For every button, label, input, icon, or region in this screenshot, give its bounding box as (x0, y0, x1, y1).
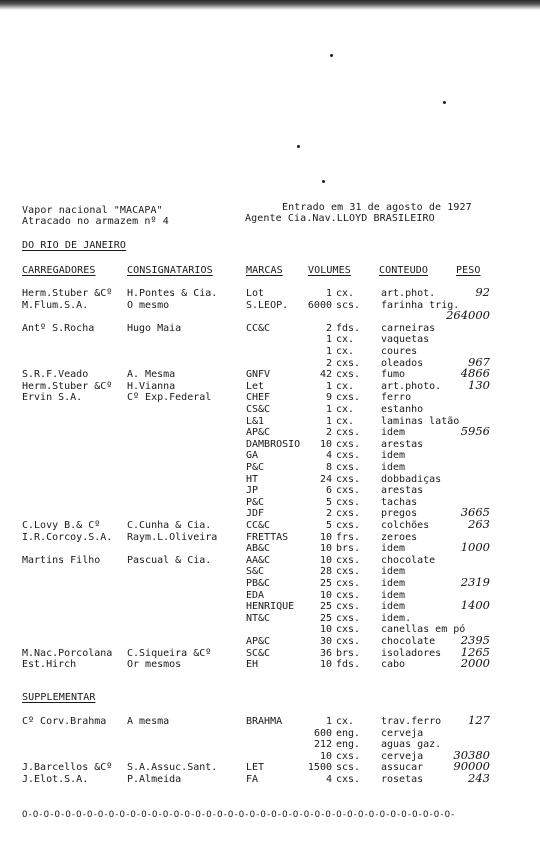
col-header-volumes: VOLUMES (308, 265, 351, 276)
manifest-row-qty: 2 (325, 322, 332, 334)
manifest-row-qty: 2 (325, 508, 332, 520)
manifest-row-content: vaquetas (381, 334, 430, 346)
manifest-row-qty: 28 (319, 566, 332, 578)
manifest-row-unit: cxs. (336, 450, 361, 462)
manifest-row-shipper: Herm.Stuber &Cº (22, 288, 113, 299)
supplement-heading: SUPPLEMENTAR (22, 692, 96, 703)
manifest-row-mark: PB&C (246, 578, 271, 589)
manifest-row-qty: 9 (325, 392, 332, 404)
manifest-row-qty: 1 (325, 415, 332, 427)
manifest-row-mark: GNFV (246, 369, 271, 381)
manifest-row-content: idem (381, 578, 406, 589)
manifest-row-consignee: H.Vianna (127, 380, 176, 392)
manifest-row-content: art.phot. (381, 288, 436, 299)
manifest-row-content: idem. (381, 612, 412, 624)
manifest-row-qty: 10 (319, 531, 332, 543)
manifest-row-consignee: O mesmo (127, 299, 170, 311)
scan-speck (330, 54, 333, 57)
manifest-row-weight: 2319 (460, 575, 490, 589)
manifest-row-mark: HT (246, 473, 259, 485)
col-header-consignees: CONSIGNATARIOS (127, 265, 213, 276)
manifest-row-unit: cxs. (336, 578, 361, 589)
manifest-row-content: chocolate (381, 554, 436, 566)
manifest-row-unit: cx. (336, 288, 355, 299)
origin-heading: DO RIO DE JANEIRO (22, 240, 127, 251)
manifest-row-content: idem (381, 601, 406, 613)
manifest-row-qty: 25 (319, 612, 332, 624)
supplement-row-mark: LET (246, 762, 265, 774)
supplement-row-unit: eng. (336, 739, 361, 751)
manifest-row-mark: CS&C (246, 404, 271, 415)
manifest-row-unit: cxs. (336, 636, 361, 647)
manifest-row-shipper: M.Nac.Porcolana (22, 647, 113, 659)
manifest-row-mark: EH (246, 659, 259, 671)
manifest-row-mark: Lot (246, 288, 265, 299)
manifest-row-mark: AB&C (246, 543, 271, 555)
manifest-row-content: arestas (381, 438, 424, 450)
manifest-row-unit: brs. (336, 543, 361, 555)
manifest-row-consignee: C.Siqueira &Cº (127, 647, 212, 659)
manifest-row-content: carneiras (381, 322, 436, 334)
manifest-row-qty: 24 (319, 473, 332, 485)
manifest-row-weight: 130 (468, 377, 490, 392)
col-header-marks: MARCAS (246, 265, 283, 276)
manifest-row-mark: EDA (246, 589, 265, 601)
manifest-row-qty: 1 (325, 346, 332, 357)
manifest-row-content: tachas (381, 496, 418, 508)
manifest-row-shipper: S.R.F.Veado (22, 369, 89, 381)
manifest-row-mark: NT&C (246, 612, 271, 624)
supplement-row-unit: eng. (336, 727, 361, 739)
manifest-row-qty: 10 (319, 438, 332, 450)
manifest-row-mark: S.LEOP. (246, 299, 289, 311)
manifest-row-unit: cx. (336, 415, 355, 427)
manifest-row-unit: cxs. (336, 508, 361, 520)
manifest-row-unit: fds. (336, 659, 361, 671)
col-header-contents: CONTEUDO (379, 265, 428, 276)
supplement-row-shipper: J.Barcellos &Cº (22, 762, 113, 774)
warehouse-info: Atracado no armazem nº 4 (22, 216, 169, 227)
footer-rule: O-O-O-O-O-O-O-O-O-O-O-O-O-O-O-O-O-O-O-O-O-O-O-O-O-O-O-O-O-O-O-O-O-O-O-O-O-O-O-O- (22, 810, 456, 820)
manifest-row-unit: cxs. (336, 520, 361, 531)
manifest-row-qty: 1 (325, 288, 332, 299)
manifest-row-shipper: Est.Hirch (22, 659, 77, 671)
manifest-row-qty: 1 (325, 380, 332, 392)
manifest-row-content: chocolate (381, 636, 436, 647)
manifest-row-unit: cxs. (336, 473, 361, 485)
manifest-row-shipper: Herm.Stuber &Cº (22, 380, 113, 392)
manifest-row-weight: 967 (468, 354, 490, 369)
scan-speck (297, 145, 300, 148)
manifest-row-consignee: Hugo Maia (127, 322, 182, 334)
manifest-row-shipper: I.R.Corcoy.S.A. (22, 531, 113, 543)
manifest-row-qty: 4 (325, 450, 332, 462)
manifest-row-mark: AA&C (246, 554, 271, 566)
supplement-row-content: rosetas (381, 774, 424, 785)
manifest-row-unit: brs. (336, 647, 361, 659)
arrival-date: Entrado em 31 de agosto de 1927 (282, 202, 472, 213)
manifest-row-qty: 10 (319, 589, 332, 601)
supplement-row-qty: 10 (319, 750, 332, 762)
manifest-row-content: farinha trig. (381, 299, 460, 311)
manifest-row-consignee: Raym.L.Oliveira (127, 531, 218, 543)
manifest-row-unit: frs. (336, 531, 361, 543)
manifest-row-content: zeroes (381, 531, 418, 543)
manifest-row-shipper: Ervin S.A. (22, 392, 83, 404)
manifest-row-weight: 2000 (460, 656, 490, 671)
manifest-row-content: estanho (381, 404, 424, 415)
supplement-row-qty: 600 (313, 727, 332, 739)
manifest-row-weight: 3665 (460, 505, 490, 520)
manifest-row-weight: 1400 (460, 598, 490, 613)
supplement-row-consignee: P.Almeida (127, 774, 182, 785)
supplement-row-unit: scs. (336, 762, 361, 774)
manifest-row-content: idem (381, 543, 406, 555)
manifest-row-unit: fds. (336, 322, 361, 334)
manifest-row-unit: cxs. (336, 438, 361, 450)
manifest-row-qty: 2 (325, 427, 332, 439)
manifest-row-content: laminas latão (381, 415, 460, 427)
col-header-shippers: CARREGADORES (22, 265, 96, 276)
manifest-row-unit: cx. (336, 334, 355, 346)
manifest-row-unit: cxs. (336, 566, 361, 578)
manifest-row-unit: cxs. (336, 369, 361, 381)
manifest-row-content: isoladores (381, 647, 442, 659)
supplement-row-qty: 1500 (307, 762, 332, 774)
manifest-row-content: fumo (381, 369, 406, 381)
manifest-row-content: pregos (381, 508, 418, 520)
manifest-row-content: idem (381, 566, 406, 578)
agent-info: Agente Cia.Nav.LLOYD BRASILEIRO (245, 213, 435, 224)
manifest-row-content: dobbadiças (381, 473, 442, 485)
supplement-row-qty: 1 (325, 716, 332, 727)
manifest-row-qty: 1 (325, 404, 332, 415)
scan-speck (443, 101, 446, 104)
manifest-row-unit: cxs. (336, 392, 361, 404)
manifest-row-consignee: Pascual & Cia. (127, 554, 212, 566)
manifest-row-unit: cxs. (336, 462, 361, 473)
manifest-row-content: coures (381, 346, 418, 357)
supplement-row-content: assucar (381, 762, 424, 774)
manifest-row-mark: FRETTAS (246, 531, 289, 543)
manifest-row-qty: 36 (319, 647, 332, 659)
manifest-row-consignee: C.Cunha & Cia. (127, 520, 212, 531)
manifest-row-unit: cx. (336, 404, 355, 415)
manifest-row-unit: cxs. (336, 554, 361, 566)
manifest-row-content: idem (381, 589, 406, 601)
supplement-row-weight: 30380 (453, 747, 490, 762)
supplement-row-content: cerveja (381, 750, 424, 762)
manifest-row-qty: 5 (325, 520, 332, 531)
supplement-row-unit: cxs. (336, 774, 361, 785)
manifest-row-mark: HENRIQUE (246, 601, 295, 613)
supplement-row-shipper: Cº Corv.Brahma (22, 716, 107, 727)
manifest-row-unit: cxs. (336, 601, 361, 613)
manifest-row-unit: cx. (336, 380, 355, 392)
supplement-row-mark: FA (246, 774, 259, 785)
supplement-row-content: cerveja (381, 727, 424, 739)
manifest-row-qty: 42 (319, 369, 332, 381)
manifest-row-unit: scs. (336, 299, 361, 311)
manifest-row-shipper: Antº S.Rocha (22, 322, 95, 334)
manifest-row-unit: cxs. (336, 624, 361, 636)
manifest-row-mark: Let (246, 380, 265, 392)
manifest-row-weight: 5956 (460, 424, 490, 439)
manifest-row-content: idem (381, 462, 406, 473)
scan-speck (322, 180, 325, 183)
manifest-row-mark: P&C (246, 496, 265, 508)
manifest-row-qty: 1 (325, 334, 332, 346)
manifest-row-weight: 1000 (460, 540, 490, 555)
supplement-row-content: trav.ferro (381, 716, 442, 727)
manifest-row-unit: cx. (336, 346, 355, 357)
manifest-row-weight: 4866 (460, 366, 490, 381)
manifest-row-qty: 10 (319, 624, 332, 636)
manifest-row-mark: AP&C (246, 427, 271, 439)
manifest-row-content: cabo (381, 659, 406, 671)
manifest-row-consignee: Or mesmos (127, 659, 182, 671)
manifest-row-qty: 10 (319, 543, 332, 555)
manifest-row-qty: 10 (319, 554, 332, 566)
manifest-row-unit: cxs. (336, 357, 361, 369)
manifest-row-qty: 30 (319, 636, 332, 647)
supplement-row-weight: 90000 (453, 759, 490, 774)
supplement-row-unit: cx. (336, 716, 355, 727)
supplement-row-unit: cxs. (336, 750, 361, 762)
supplement-row-mark: BRAHMA (246, 716, 283, 727)
manifest-row-mark: P&C (246, 462, 265, 473)
manifest-row-weight: 2395 (460, 633, 490, 647)
manifest-row-content: art.photo. (381, 380, 442, 392)
manifest-row-mark: JP (246, 485, 259, 497)
manifest-row-unit: cxs. (336, 427, 361, 439)
manifest-row-mark: GA (246, 450, 259, 462)
manifest-row-qty: 5 (325, 496, 332, 508)
manifest-row-shipper: Martins Filho (22, 554, 101, 566)
col-header-weight: PESO (456, 265, 481, 276)
manifest-row-weight: 1265 (460, 644, 490, 659)
manifest-row-content: ferro (381, 392, 412, 404)
manifest-row-mark: AP&C (246, 636, 271, 647)
manifest-row-weight: 264000 (446, 308, 490, 323)
manifest-row-unit: cxs. (336, 485, 361, 497)
manifest-row-qty: 6000 (307, 299, 332, 311)
scan-top-edge (0, 0, 540, 10)
manifest-row-mark: SC&C (246, 647, 271, 659)
manifest-row-content: colchões (381, 520, 430, 531)
supplement-row-consignee: S.A.Assuc.Sant. (127, 762, 218, 774)
manifest-row-mark: L&1 (246, 415, 265, 427)
manifest-row-mark: S&C (246, 566, 265, 578)
manifest-row-qty: 25 (319, 601, 332, 613)
manifest-row-qty: 25 (319, 578, 332, 589)
supplement-row-weight: 243 (468, 771, 490, 785)
supplement-row-consignee: A mesma (127, 716, 170, 727)
supplement-row-content: aguas gaz. (381, 739, 442, 751)
manifest-row-qty: 6 (325, 485, 332, 497)
manifest-row-consignee: A. Mesma (127, 369, 176, 381)
supplement-row-qty: 212 (313, 739, 332, 751)
manifest-row-weight: 92 (475, 285, 490, 299)
manifest-row-shipper: M.Flum.S.A. (22, 299, 89, 311)
manifest-row-unit: cxs. (336, 589, 361, 601)
manifest-row-weight: 263 (468, 517, 490, 531)
manifest-row-content: arestas (381, 485, 424, 497)
manifest-row-shipper: C.Lovy B.& Cº (22, 520, 101, 531)
manifest-row-content: oleados (381, 357, 424, 369)
manifest-row-mark: CC&C (246, 322, 271, 334)
manifest-row-consignee: H.Pontes & Cia. (127, 288, 218, 299)
manifest-row-content: idem (381, 450, 406, 462)
manifest-row-unit: cxs. (336, 496, 361, 508)
manifest-row-unit: cxs. (336, 612, 361, 624)
supplement-row-shipper: J.Elot.S.A. (22, 774, 89, 785)
manifest-row-consignee: Cº Exp.Federal (127, 392, 212, 404)
manifest-row-mark: CHEF (246, 392, 271, 404)
manifest-row-content: canellas em pó (381, 624, 466, 636)
manifest-row-qty: 8 (325, 462, 332, 473)
manifest-row-mark: DAMBROSIO (246, 438, 301, 450)
manifest-row-qty: 10 (319, 659, 332, 671)
vessel-name: Vapor nacional "MACAPA" (22, 205, 163, 216)
manifest-row-qty: 2 (325, 357, 332, 369)
manifest-row-mark: CC&C (246, 520, 271, 531)
manifest-row-content: idem (381, 427, 406, 439)
manifest-row-mark: JDF (246, 508, 265, 520)
supplement-row-qty: 4 (325, 774, 332, 785)
supplement-row-weight: 127 (468, 713, 490, 727)
